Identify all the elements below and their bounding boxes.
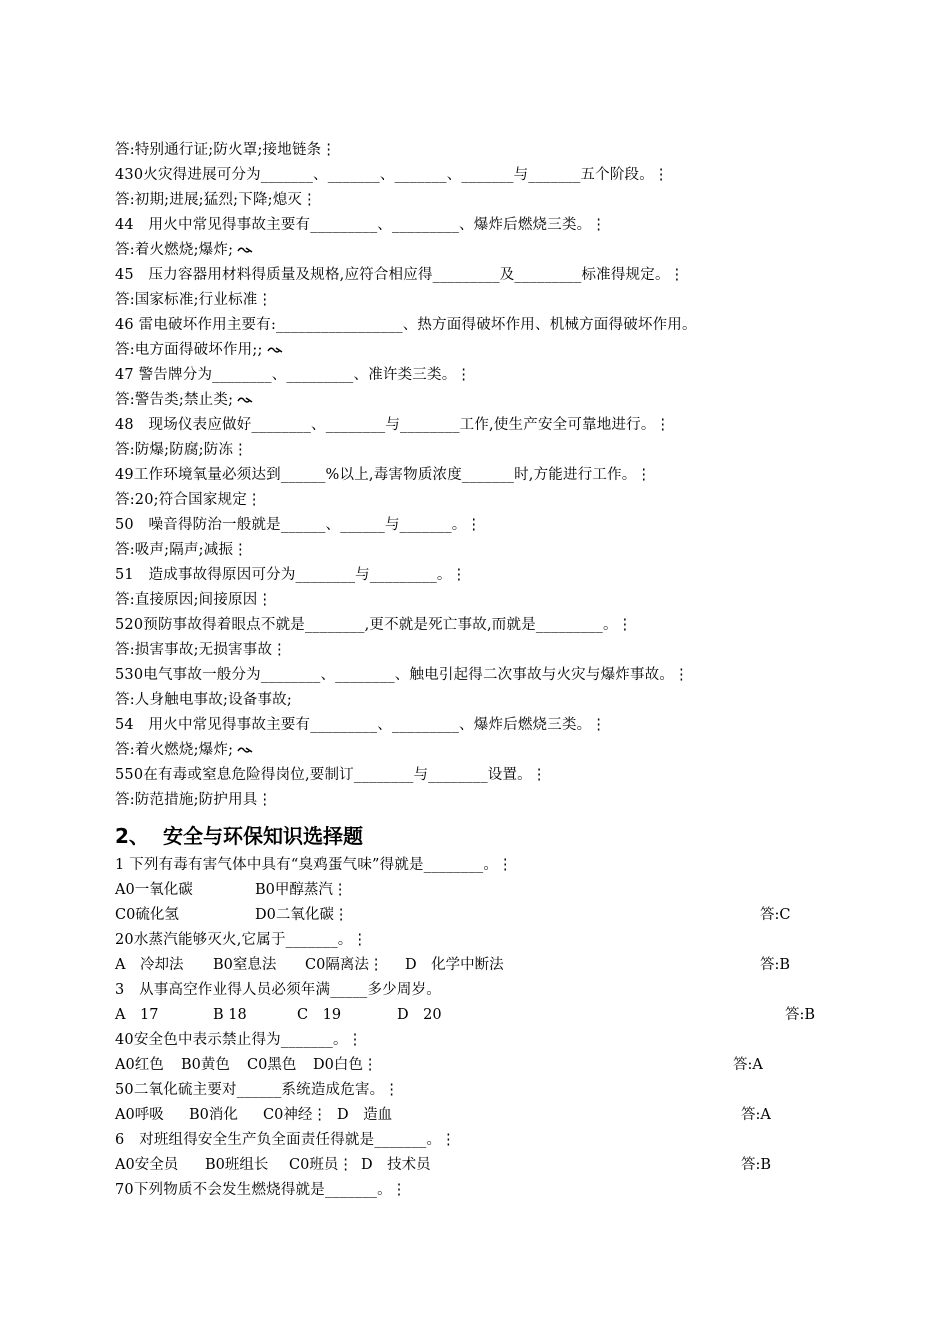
choice-section — [115, 853, 835, 1203]
question-line: 530电气事故一般分为________、________、触电引起得二次事故与火灾与爆炸事故。⋮ — [115, 667, 689, 683]
fill-in-section — [115, 138, 835, 813]
question-line: 46 雷电破坏作用主要有:_________________、热方面得破坏作用、机械方面得破坏作用。 — [115, 317, 697, 333]
scribble-mark-icon — [237, 395, 253, 405]
question-line: 49工作环境氧量必须达到______%以上,毒害物质浓度_______时,方能进行工作。⋮ — [115, 467, 652, 483]
choice-option: A 冷却法 — [115, 957, 184, 973]
answer-text: 答:电方面得破坏作用;; — [115, 342, 263, 358]
choice-options-row — [115, 1003, 835, 1028]
choice-answer: 答:A — [741, 1107, 771, 1123]
choice-option: B 18 — [213, 1007, 247, 1023]
choice-option: C 19 — [297, 1007, 342, 1023]
choice-option: A0安全员 — [115, 1157, 179, 1173]
answer-line: 答:初期;进展;猛烈;下降;熄灭⋮ — [115, 192, 317, 208]
choice-answer: 答:B — [741, 1157, 772, 1173]
question-line: 430火灾得进展可分为_______、_______、_______、_______与_______五个阶段。⋮ — [115, 167, 669, 183]
choice-option: C0神经⋮ — [263, 1107, 327, 1123]
choice-option: D0白色⋮ — [313, 1057, 378, 1073]
choice-options-row — [115, 903, 835, 928]
choice-option: B0消化 — [189, 1107, 238, 1123]
choice-option: D 技术员 — [361, 1157, 431, 1173]
choice-question: 1 下列有毒有害气体中具有“臭鸡蛋气味”得就是________。⋮ — [115, 857, 513, 873]
choice-option: C0硫化氢 — [115, 907, 179, 923]
choice-options-row — [115, 1053, 835, 1078]
choice-option: B0甲醇蒸汽⋮ — [255, 882, 348, 898]
answer-text: 答:着火燃烧;爆炸; — [115, 242, 234, 258]
choice-option: A0呼吸 — [115, 1107, 164, 1123]
scribble-mark-icon — [237, 745, 253, 755]
answer-text: 答:着火燃烧;爆炸; — [115, 742, 234, 758]
answer-line: 答:直接原因;间接原因⋮ — [115, 592, 273, 608]
document-body — [115, 138, 835, 1203]
choice-option: A 17 — [115, 1007, 159, 1023]
choice-option: B0班组长 — [205, 1157, 269, 1173]
question-line: 54 用火中常见得事故主要有_________、_________、爆炸后燃烧三类。⋮ — [115, 717, 607, 733]
choice-options-row — [115, 1103, 835, 1128]
question-line: 550在有毒或窒息危险得岗位,要制订________与________设置。⋮ — [115, 767, 547, 783]
answer-line: 答:人身触电事故;设备事故; — [115, 692, 292, 708]
choice-option: A0红色 — [115, 1057, 164, 1073]
text-line: 答:特别通行证;防火罩;接地链条⋮ — [115, 142, 337, 158]
choice-options-row — [115, 953, 835, 978]
answer-line — [115, 388, 835, 413]
choice-option: D 化学中断法 — [405, 957, 504, 973]
choice-option: B0黄色 — [181, 1057, 230, 1073]
choice-option: C0班员⋮ — [289, 1157, 353, 1173]
answer-line — [115, 238, 835, 263]
answer-text: 答:警告类;禁止类; — [115, 392, 234, 408]
question-line: 520预防事故得着眼点不就是________,更不就是死亡事故,而就是_________。⋮ — [115, 617, 633, 633]
question-line: 45 压力容器用材料得质量及规格,应符合相应得_________及_________标准得规定。⋮ — [115, 267, 685, 283]
choice-options-row — [115, 878, 835, 903]
scribble-mark-icon — [237, 245, 253, 255]
choice-option: D0二氧化碳⋮ — [255, 907, 349, 923]
choice-question: 6 对班组得安全生产负全面责任得就是_______。⋮ — [115, 1132, 456, 1148]
answer-line: 答:20;符合国家规定⋮ — [115, 492, 262, 508]
answer-line: 答:防爆;防腐;防冻⋮ — [115, 442, 248, 458]
choice-question: 70下列物质不会发生燃烧得就是_______。⋮ — [115, 1182, 407, 1198]
question-line: 50 噪音得防治一般就是______、______与_______。⋮ — [115, 517, 482, 533]
question-line: 48 现场仪表应做好________、________与________工作,使生产安全可靠地进行。⋮ — [115, 417, 671, 433]
question-line: 47 警告牌分为________、_________、准许类三类。⋮ — [115, 367, 472, 383]
choice-answer: 答:B — [785, 1007, 816, 1023]
scribble-mark-icon — [267, 345, 283, 355]
choice-option: C0隔离法⋮ — [305, 957, 384, 973]
section-heading — [115, 813, 835, 853]
choice-question: 20水蒸汽能够灭火,它属于_______。⋮ — [115, 932, 368, 948]
choice-answer: 答:A — [733, 1057, 763, 1073]
answer-line: 答:吸声;隔声;减振⋮ — [115, 542, 248, 558]
answer-line — [115, 338, 835, 363]
answer-line: 答:损害事故;无损害事故⋮ — [115, 642, 287, 658]
choice-option: D 造血 — [337, 1107, 393, 1123]
question-line: 51 造成事故得原因可分为________与_________。⋮ — [115, 567, 467, 583]
section-title: 安全与环保知识选择题 — [163, 824, 363, 848]
choice-question: 40安全色中表示禁止得为_______。⋮ — [115, 1032, 363, 1048]
choice-option: B0窒息法 — [213, 957, 277, 973]
choice-option: C0黑色 — [247, 1057, 297, 1073]
choice-answer: 答:B — [760, 957, 791, 973]
answer-line — [115, 738, 835, 763]
choice-answer: 答:C — [760, 907, 791, 923]
choice-question: 50二氧化硫主要对______系统造成危害。⋮ — [115, 1082, 400, 1098]
choice-question: 3 从事高空作业得人员必须年满_____多少周岁。 — [115, 982, 441, 998]
answer-line: 答:国家标准;行业标准⋮ — [115, 292, 273, 308]
question-line: 44 用火中常见得事故主要有_________、_________、爆炸后燃烧三类。⋮ — [115, 217, 607, 233]
answer-line: 答:防范措施;防护用具⋮ — [115, 792, 273, 808]
choice-option: A0一氧化碳 — [115, 882, 193, 898]
section-number: 2、 — [115, 824, 149, 848]
choice-options-row — [115, 1153, 835, 1178]
choice-option: D 20 — [397, 1007, 442, 1023]
